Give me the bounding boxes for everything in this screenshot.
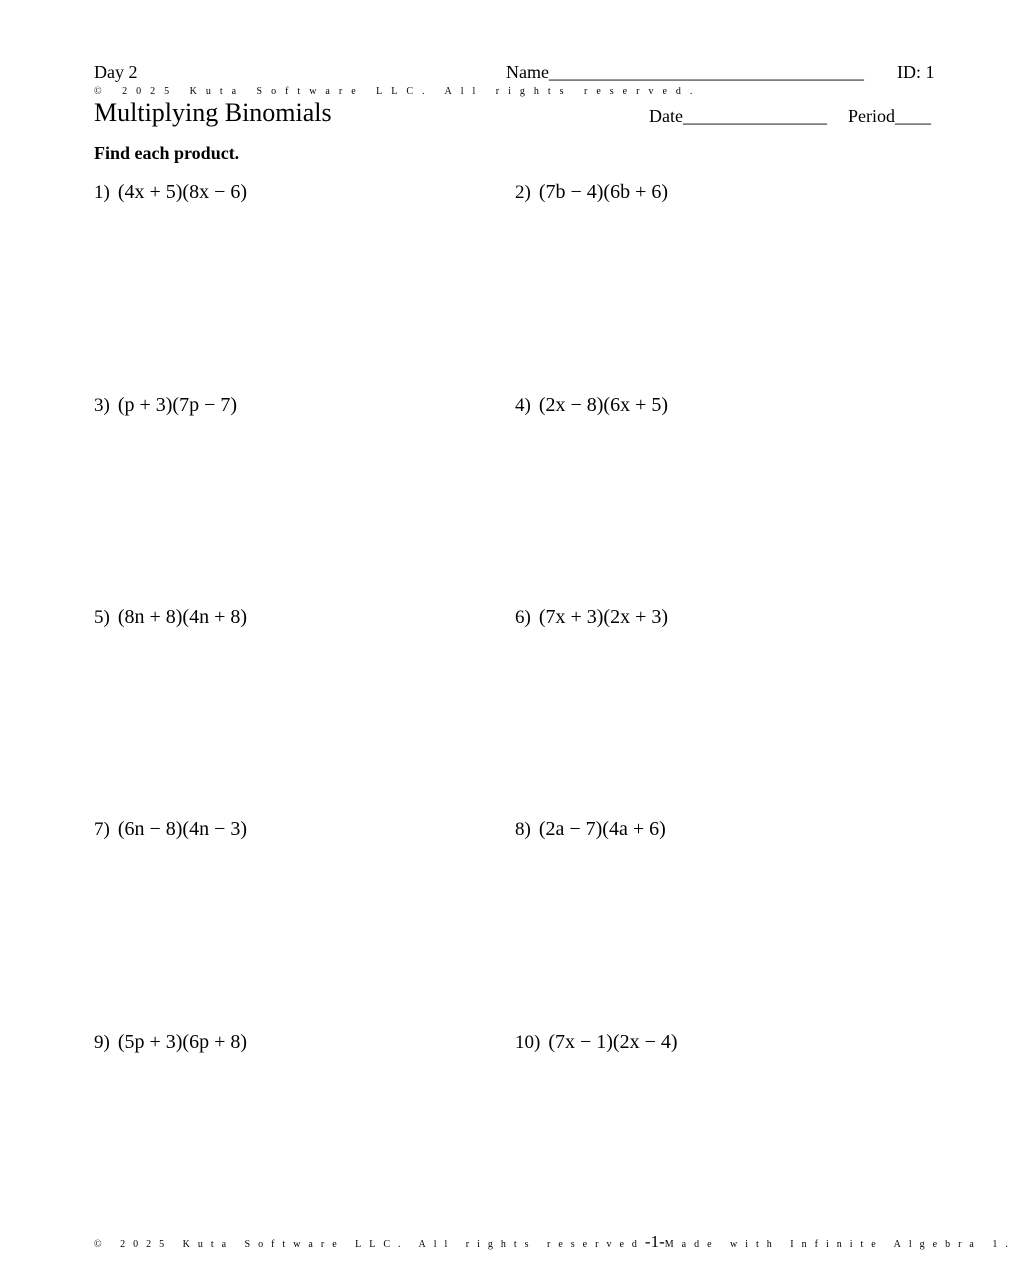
problem-item bbox=[515, 818, 666, 841]
problem-expression: (2x − 8)(6x + 5) bbox=[538, 394, 669, 416]
problem-expression: (7x − 1)(2x − 4) bbox=[548, 1031, 678, 1053]
problem-expression: (7b − 4)(6b + 6) bbox=[538, 181, 669, 203]
id-label: ID: 1 bbox=[897, 62, 935, 82]
footer-made-with: Made with Infinite Algebra 1. bbox=[664, 1239, 1016, 1250]
footer-copyright: © 2025 Kuta Software LLC. All rights reserved bbox=[94, 1239, 645, 1250]
date-field: Date________________ bbox=[649, 106, 827, 126]
problem-number: 8) bbox=[515, 819, 531, 840]
day-label: Day 2 bbox=[94, 62, 138, 82]
problem-number: 10) bbox=[515, 1032, 541, 1053]
header-copyright: © 2025 Kuta Software LLC. All rights reserved. bbox=[94, 86, 702, 97]
problem-number: 2) bbox=[515, 182, 531, 203]
problem-item bbox=[94, 818, 247, 841]
page-footer bbox=[94, 1232, 1016, 1252]
problem-expression: (7x + 3)(2x + 3) bbox=[538, 606, 669, 628]
problem-number: 7) bbox=[94, 819, 110, 840]
problem-number: 9) bbox=[94, 1032, 110, 1053]
problem-item bbox=[94, 394, 237, 417]
problem-number: 1) bbox=[94, 182, 110, 203]
problem-item bbox=[94, 1031, 247, 1054]
problem-expression: (5p + 3)(6p + 8) bbox=[117, 1031, 248, 1053]
period-field: Period____ bbox=[848, 106, 931, 126]
problem-expression: (8n + 8)(4n + 8) bbox=[117, 606, 248, 628]
problem-item bbox=[515, 1031, 678, 1054]
problem-expression: (4x + 5)(8x − 6) bbox=[117, 181, 248, 203]
problem-expression: (p + 3)(7p − 7) bbox=[117, 394, 238, 416]
page-number: -1- bbox=[644, 1232, 665, 1251]
problem-number: 3) bbox=[94, 395, 110, 416]
problem-item bbox=[94, 606, 247, 629]
problem-number: 5) bbox=[94, 607, 110, 628]
worksheet-title: Multiplying Binomials bbox=[94, 98, 332, 127]
problem-number: 6) bbox=[515, 607, 531, 628]
instructions: Find each product. bbox=[94, 143, 240, 163]
problem-item bbox=[94, 181, 247, 204]
problem-expression: (6n − 8)(4n − 3) bbox=[117, 818, 248, 840]
problem-item bbox=[515, 394, 668, 417]
problem-expression: (2a − 7)(4a + 6) bbox=[538, 818, 666, 840]
problem-item bbox=[515, 606, 668, 629]
problem-number: 4) bbox=[515, 395, 531, 416]
name-field: Name___________________________________ bbox=[506, 62, 864, 82]
problem-item bbox=[515, 181, 668, 204]
